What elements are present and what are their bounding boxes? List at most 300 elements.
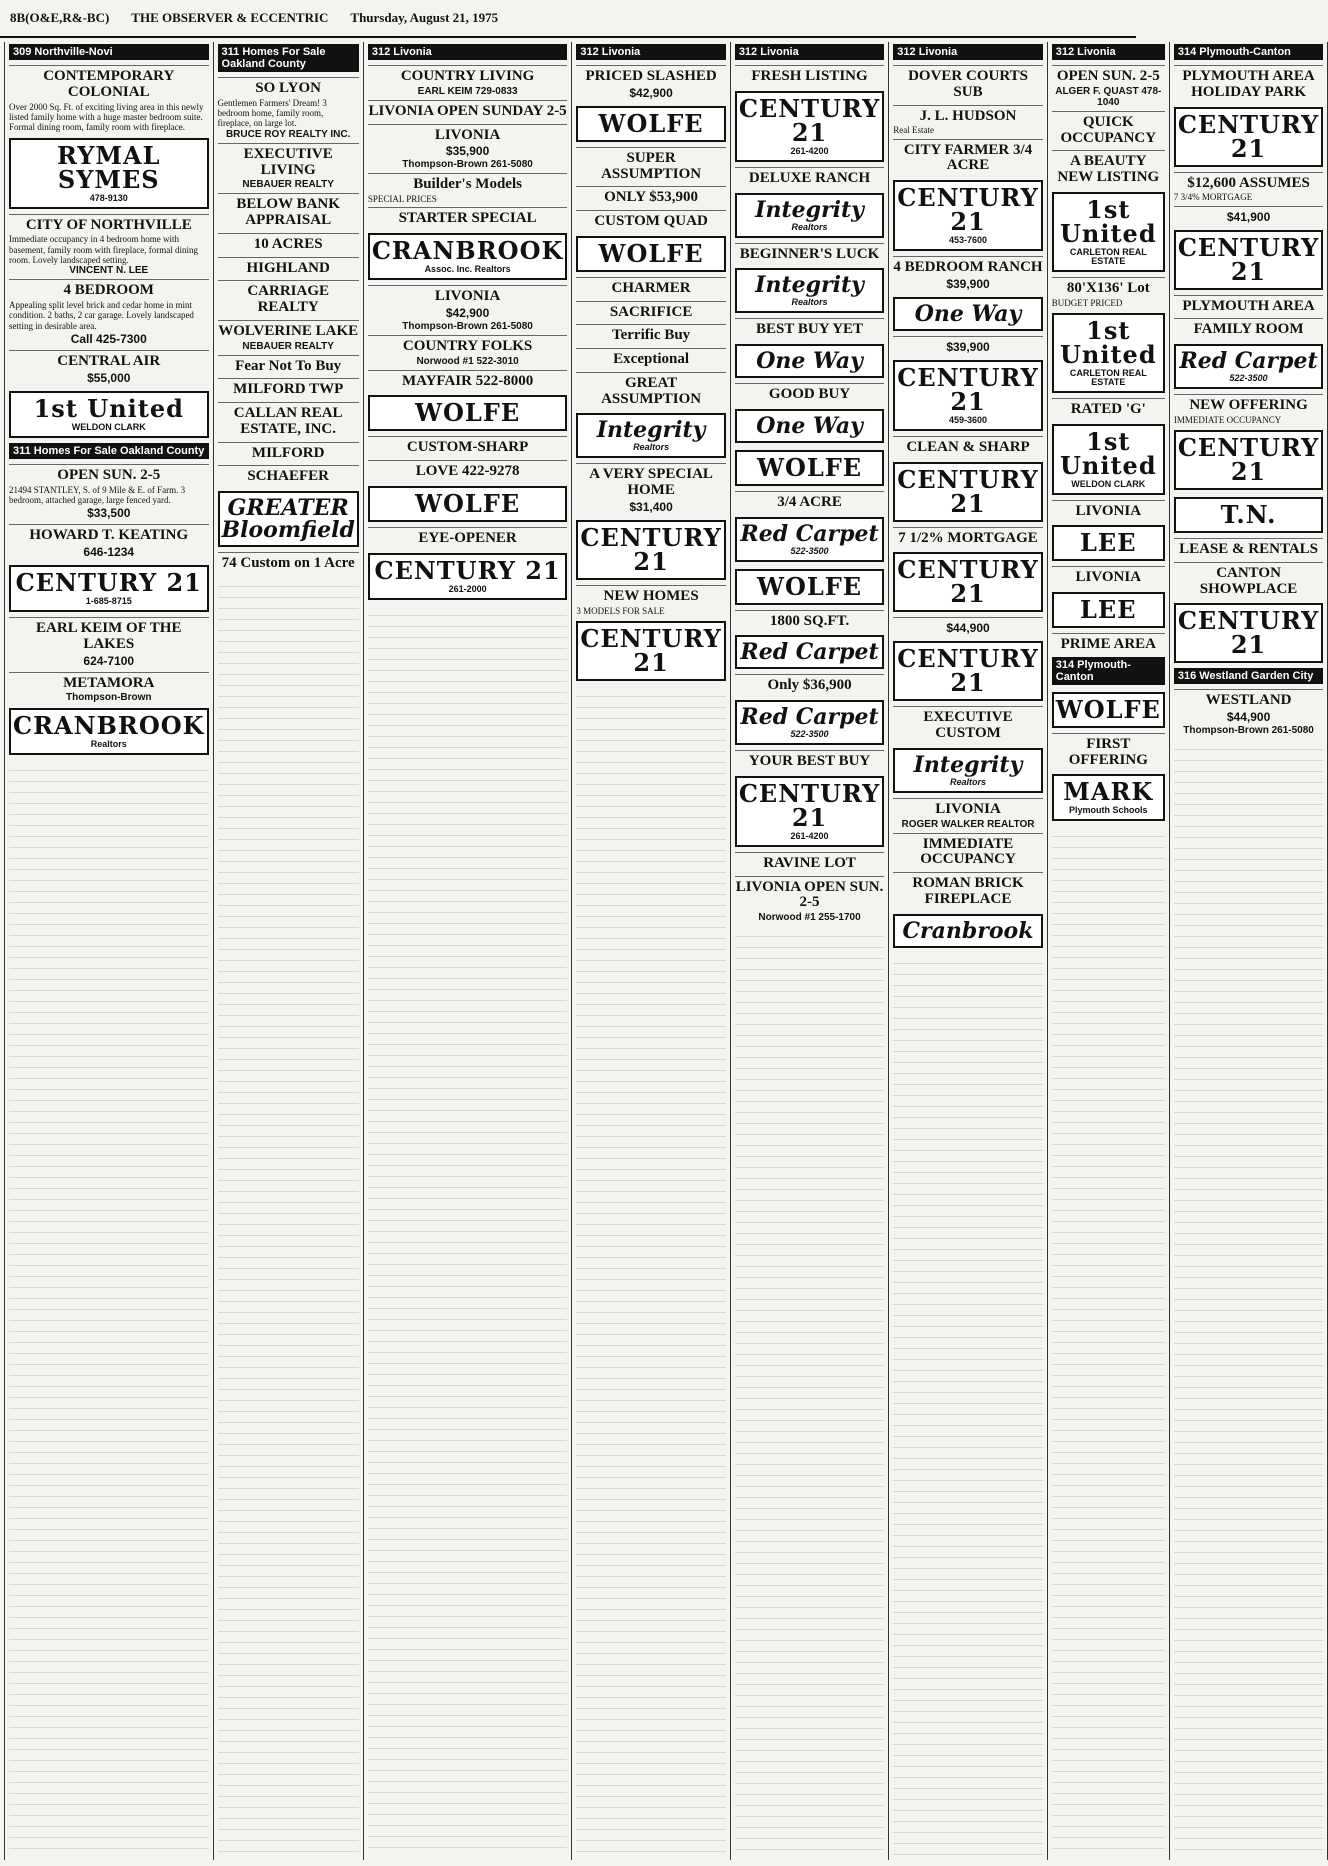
logo-text: LEE bbox=[1080, 528, 1137, 558]
realtor-logo bbox=[893, 462, 1042, 522]
logo-subtitle: Plymouth Schools bbox=[1069, 805, 1148, 816]
ad-body: Real Estate bbox=[893, 125, 935, 136]
classified-ad bbox=[218, 257, 359, 278]
ad-headline: LIVONIA OPEN SUN. 2-5 bbox=[735, 878, 884, 911]
ad-headline: FIRST OFFERING bbox=[1068, 735, 1148, 768]
ad-headline: WOLVERINE LAKE bbox=[218, 322, 359, 339]
ad-headline: FRESH LISTING bbox=[751, 68, 868, 84]
ad-body: Gentlemen Farmers' Dream! 3 bedroom home, family room, fireplace, on large lot. bbox=[217, 97, 327, 129]
classified-ad bbox=[1052, 398, 1165, 419]
classified-page bbox=[4, 42, 1320, 1860]
classified-ad bbox=[576, 65, 725, 101]
classified-ad bbox=[576, 147, 725, 184]
realtor-logo bbox=[218, 491, 359, 547]
section-header: 312 Livonia bbox=[576, 44, 725, 60]
ad-headline: CHARMER bbox=[611, 279, 691, 296]
logo-subtitle: 522-3500 bbox=[1229, 373, 1268, 384]
logo-text: WOLFE bbox=[415, 488, 521, 518]
logo-text: CENTURY 21 bbox=[1177, 109, 1320, 163]
fine-print-filler bbox=[735, 926, 884, 1858]
logo-text: CRANBROOK bbox=[13, 711, 205, 741]
ad-body: 3 MODELS FOR SALE bbox=[576, 605, 665, 616]
logo-text: CENTURY 21 bbox=[580, 522, 722, 576]
classified-ad bbox=[1052, 500, 1165, 521]
classified-ad bbox=[893, 436, 1042, 457]
ad-agent: ALGER F. QUAST 478-1040 bbox=[1055, 85, 1162, 108]
realtor-logo bbox=[893, 297, 1042, 331]
ad-headline: HOWARD T. KEATING bbox=[29, 527, 189, 544]
ad-price-phone: $33,500 bbox=[87, 506, 131, 521]
ad-agent: Thompson-Brown bbox=[65, 692, 152, 704]
ad-headline: 4 BEDROOM RANCH bbox=[893, 259, 1043, 276]
ad-headline: CARRIAGE REALTY bbox=[247, 283, 330, 316]
classified-ad bbox=[893, 105, 1042, 136]
ad-headline: 80'X136' Lot bbox=[1066, 279, 1150, 296]
classified-ad bbox=[735, 610, 884, 631]
realtor-logo bbox=[735, 700, 884, 745]
ad-headline: METAMORA bbox=[63, 674, 155, 691]
ad-agent: EARL KEIM 729-0833 bbox=[417, 85, 518, 97]
ad-agent: Norwood #1 255-1700 bbox=[758, 912, 861, 923]
ad-headline: EARL KEIM OF THE LAKES bbox=[36, 620, 182, 652]
logo-text: Integrity bbox=[596, 417, 706, 444]
logo-text: CENTURY 21 bbox=[897, 644, 1039, 698]
realtor-logo bbox=[1052, 525, 1165, 561]
logo-subtitle: Realtors bbox=[791, 221, 828, 232]
ad-headline: Exceptional bbox=[613, 351, 689, 367]
ad-headline: YOUR BEST BUY bbox=[748, 753, 871, 769]
logo-subtitle: Assoc. Inc. Realtors bbox=[424, 264, 511, 275]
ad-headline: DELUXE RANCH bbox=[748, 169, 871, 186]
logo-text: CENTURY 21 bbox=[738, 93, 881, 147]
classified-ad bbox=[893, 872, 1042, 909]
ad-headline: 1800 SQ.FT. bbox=[769, 612, 850, 629]
realtor-logo bbox=[893, 552, 1042, 612]
realtor-logo bbox=[1174, 430, 1323, 490]
realtor-logo bbox=[735, 409, 884, 443]
realtor-logo bbox=[368, 395, 568, 431]
classified-ad bbox=[368, 207, 568, 228]
ad-headline: Terrific Buy bbox=[611, 327, 691, 344]
logo-subtitle: 522-3500 bbox=[790, 545, 829, 556]
ad-agent: VINCENT N. LEE bbox=[69, 265, 149, 277]
ad-headline: ONLY $53,900 bbox=[604, 189, 699, 206]
realtor-logo bbox=[735, 517, 884, 562]
classified-ad bbox=[1174, 65, 1323, 102]
classified-ad bbox=[1052, 566, 1165, 587]
realtor-logo bbox=[735, 635, 884, 669]
ad-headline: CITY FARMER 3/4 ACRE bbox=[903, 141, 1033, 174]
classified-ad bbox=[1174, 394, 1323, 425]
ad-headline: LIVONIA bbox=[935, 800, 1001, 817]
realtor-logo bbox=[1052, 774, 1165, 821]
section-header: 309 Northville-Novi bbox=[9, 44, 209, 60]
logo-text: LEE bbox=[1080, 595, 1137, 625]
ad-headline: CENTRAL AIR bbox=[57, 353, 161, 370]
logo-subtitle: 261-2000 bbox=[448, 583, 487, 594]
section-header: 312 Livonia bbox=[735, 44, 884, 60]
classified-ad bbox=[9, 464, 209, 521]
realtor-logo bbox=[735, 193, 884, 238]
logo-subtitle: 1-685-8715 bbox=[85, 596, 132, 607]
ad-headline: 4 BEDROOM bbox=[63, 282, 154, 299]
classified-ad bbox=[368, 370, 568, 391]
classified-ad bbox=[1174, 689, 1323, 736]
ad-headline: QUICK OCCUPANCY bbox=[1060, 113, 1157, 146]
classified-ad bbox=[576, 186, 725, 207]
classified-ad bbox=[9, 350, 209, 386]
ad-headline: IMMEDIATE OCCUPANCY bbox=[920, 835, 1016, 868]
realtor-logo bbox=[1174, 497, 1323, 533]
classified-ad bbox=[1174, 295, 1323, 316]
ad-headline: LIVONIA OPEN SUNDAY 2-5 bbox=[368, 102, 567, 119]
ad-headline: NEW HOMES bbox=[603, 587, 699, 604]
realtor-logo bbox=[368, 486, 568, 522]
classified-ad bbox=[735, 674, 884, 695]
classified-ad bbox=[218, 378, 359, 399]
realtor-logo bbox=[9, 391, 209, 438]
ad-price-phone: $31,400 bbox=[629, 499, 673, 514]
realtor-logo bbox=[893, 748, 1042, 793]
fine-print-filler bbox=[9, 760, 209, 1858]
logo-text: One Way bbox=[914, 300, 1022, 327]
paper-name: THE OBSERVER & ECCENTRIC bbox=[131, 10, 329, 25]
realtor-logo bbox=[576, 413, 725, 458]
logo-subtitle: Realtors bbox=[950, 776, 987, 787]
ad-headline: STARTER SPECIAL bbox=[398, 210, 537, 227]
column-1 bbox=[5, 42, 214, 1860]
ad-headline: Builder's Models bbox=[413, 176, 522, 193]
logo-text: CENTURY 21 bbox=[897, 362, 1039, 416]
logo-text: RYMAL SYMES bbox=[57, 140, 161, 194]
classified-ad bbox=[1174, 206, 1323, 225]
logo-text: Red Carpet bbox=[740, 520, 879, 547]
ad-headline: A VERY SPECIAL HOME bbox=[589, 466, 713, 498]
ad-body: BUDGET PRICED bbox=[1051, 297, 1123, 308]
column-6 bbox=[889, 42, 1047, 1860]
realtor-logo bbox=[9, 708, 209, 755]
classified-ad bbox=[218, 233, 359, 254]
classified-ad bbox=[368, 65, 568, 97]
ad-agent: BRUCE ROY REALTY INC. bbox=[225, 128, 351, 140]
ad-headline: SO LYON bbox=[255, 80, 322, 96]
ad-headline: CUSTOM QUAD bbox=[594, 213, 708, 229]
classified-ad bbox=[9, 617, 209, 669]
ad-headline: CALLAN REAL ESTATE, INC. bbox=[233, 405, 343, 437]
realtor-logo bbox=[368, 553, 568, 600]
ad-price-phone: Call 425-7300 bbox=[70, 332, 147, 347]
classified-ad bbox=[218, 465, 359, 486]
ad-headline: 10 ACRES bbox=[253, 235, 323, 252]
ad-body: IMMEDIATE OCCUPANCY bbox=[1173, 414, 1282, 425]
ad-headline: Only $36,900 bbox=[767, 677, 852, 694]
logo-text: 1st United bbox=[33, 393, 184, 423]
ad-agent: Thompson-Brown 261-5080 bbox=[1183, 725, 1314, 737]
classified-ad bbox=[368, 124, 568, 171]
logo-text: CRANBROOK bbox=[371, 236, 564, 266]
ad-headline: LIVONIA bbox=[434, 288, 501, 305]
logo-text: CENTURY 21 bbox=[897, 555, 1039, 609]
logo-subtitle: 478-9130 bbox=[89, 192, 128, 203]
logo-text: CENTURY 21 bbox=[580, 623, 722, 677]
logo-subtitle: WELDON CLARK bbox=[1071, 478, 1146, 489]
ad-price-phone: $41,900 bbox=[1226, 209, 1271, 224]
logo-subtitle: 453-7600 bbox=[948, 235, 988, 246]
ad-headline: PRICED SLASHED bbox=[585, 68, 717, 84]
fine-print-filler bbox=[368, 605, 568, 1858]
ad-headline: MAYFAIR 522-8000 bbox=[401, 372, 534, 389]
realtor-logo bbox=[1174, 230, 1323, 290]
ad-headline: OPEN SUN. 2-5 bbox=[57, 466, 161, 483]
classified-ad bbox=[735, 243, 884, 264]
ad-body: 21494 STANTLEY, S. of 9 Mile & E. of Farm. 3 bedroom, attached garage, large fenced yard. bbox=[9, 484, 186, 505]
logo-text: Integrity bbox=[755, 196, 864, 223]
ad-headline: COUNTRY LIVING bbox=[400, 68, 535, 84]
classified-ad bbox=[576, 277, 725, 298]
fine-print-filler bbox=[893, 953, 1042, 1858]
classified-ad bbox=[893, 798, 1042, 830]
classified-ad bbox=[218, 77, 359, 140]
column-8 bbox=[1170, 42, 1328, 1860]
classified-ad bbox=[735, 318, 884, 339]
section-header: 311 Homes For Sale Oakland County bbox=[9, 443, 209, 459]
logo-text: WOLFE bbox=[415, 398, 521, 428]
classified-ad bbox=[368, 527, 568, 548]
classified-ad bbox=[1052, 633, 1165, 654]
column-3 bbox=[364, 42, 573, 1860]
realtor-logo bbox=[1052, 313, 1165, 393]
realtor-logo bbox=[735, 91, 884, 162]
ad-headline: GOOD BUY bbox=[768, 386, 851, 402]
classified-ad bbox=[576, 301, 725, 322]
logo-text: 1st United bbox=[1059, 426, 1157, 480]
logo-text: Red Carpet bbox=[1179, 348, 1318, 375]
ad-headline: MILFORD TWP bbox=[233, 381, 344, 398]
column-2 bbox=[214, 42, 364, 1860]
classified-ad bbox=[893, 527, 1042, 548]
logo-subtitle: Realtors bbox=[791, 297, 828, 308]
ad-price-phone: $39,900 bbox=[946, 276, 990, 291]
logo-text: CENTURY 21 bbox=[1177, 433, 1320, 487]
ad-headline: CUSTOM-SHARP bbox=[406, 439, 529, 456]
logo-text: Integrity bbox=[755, 272, 864, 299]
ad-price-phone: $39,900 bbox=[946, 339, 990, 354]
classified-ad bbox=[368, 100, 568, 121]
realtor-logo bbox=[735, 268, 884, 313]
classified-ad bbox=[576, 585, 725, 616]
ad-headline: CONTEMPORARY COLONIAL bbox=[43, 68, 175, 100]
ad-headline: J. L. HUDSON bbox=[919, 107, 1017, 124]
ad-headline: RATED 'G' bbox=[1070, 400, 1146, 417]
ad-headline: 3/4 ACRE bbox=[777, 493, 842, 510]
fine-print-filler bbox=[1174, 739, 1323, 1858]
classified-ad bbox=[1052, 111, 1165, 148]
section-header: 312 Livonia bbox=[368, 44, 568, 60]
classified-ad bbox=[893, 336, 1042, 355]
section-code: 8B(O&E,R&-BC) bbox=[10, 10, 110, 25]
realtor-logo bbox=[735, 569, 884, 605]
logo-subtitle: CARLETON REAL ESTATE bbox=[1069, 367, 1147, 387]
ad-headline: $12,600 ASSUMES bbox=[1187, 174, 1310, 191]
masthead bbox=[0, 0, 1136, 38]
classified-ad bbox=[735, 65, 884, 86]
ad-headline: SACRIFICE bbox=[609, 303, 693, 320]
logo-subtitle: 459-3600 bbox=[948, 414, 988, 425]
classified-ad bbox=[1174, 318, 1323, 339]
ad-headline: SCHAEFER bbox=[247, 468, 330, 485]
column-7 bbox=[1048, 42, 1170, 1860]
ad-price-phone: 646-1234 bbox=[83, 545, 135, 560]
logo-text: 1st United bbox=[1059, 194, 1157, 248]
realtor-logo bbox=[1174, 107, 1323, 167]
classified-ad bbox=[735, 491, 884, 512]
ad-headline: NEW OFFERING bbox=[1189, 397, 1308, 414]
ad-headline: PLYMOUTH AREA bbox=[1182, 297, 1315, 314]
classified-ad bbox=[368, 173, 568, 204]
logo-subtitle: WELDON CLARK bbox=[71, 421, 146, 432]
section-header: 316 Westland Garden City bbox=[1174, 668, 1323, 684]
classified-ad bbox=[9, 524, 209, 560]
classified-ad bbox=[576, 210, 725, 231]
logo-text: One Way bbox=[756, 348, 863, 374]
logo-text: WOLFE bbox=[598, 238, 704, 268]
classified-ad bbox=[735, 852, 884, 873]
classified-ad bbox=[218, 552, 359, 573]
logo-text: T.N. bbox=[1220, 500, 1277, 530]
logo-text: 1st United bbox=[1059, 315, 1157, 369]
ad-headline: HIGHLAND bbox=[246, 259, 330, 276]
classified-ad bbox=[735, 750, 884, 771]
ad-agent: NEBAUER REALTY bbox=[242, 340, 334, 352]
logo-text: CENTURY 21 bbox=[1177, 606, 1320, 660]
logo-subtitle: Realtors bbox=[90, 739, 127, 750]
ad-headline: GREAT ASSUMPTION bbox=[601, 374, 702, 407]
classified-ad bbox=[9, 279, 209, 347]
classified-ad bbox=[893, 256, 1042, 292]
ad-agent: Norwood #1 522-3010 bbox=[416, 355, 519, 367]
ad-headline: EXECUTIVE LIVING bbox=[243, 145, 333, 178]
ad-agent: Thompson-Brown 261-5080 bbox=[402, 320, 533, 332]
ad-headline: LEASE & RENTALS bbox=[1179, 541, 1319, 558]
section-header: 312 Livonia bbox=[893, 44, 1042, 60]
classified-ad bbox=[893, 706, 1042, 743]
issue-date: Thursday, August 21, 1975 bbox=[350, 10, 499, 25]
realtor-logo bbox=[735, 776, 884, 847]
classified-ad bbox=[893, 833, 1042, 870]
ad-body: Appealing split level brick and cedar home in mint condition. 2 baths, 2 car garage. Lovely landscaped setting in desirable area. bbox=[9, 300, 194, 331]
logo-text: Red Carpet bbox=[740, 639, 879, 666]
classified-ad bbox=[218, 442, 359, 463]
realtor-logo bbox=[9, 565, 209, 612]
ad-headline: LIVONIA bbox=[1075, 569, 1142, 586]
logo-text: WOLFE bbox=[598, 108, 704, 138]
realtor-logo bbox=[735, 450, 884, 486]
logo-text: Cranbrook bbox=[902, 917, 1034, 944]
ad-headline: LIVONIA bbox=[434, 126, 501, 143]
realtor-logo bbox=[576, 236, 725, 272]
logo-subtitle: CARLETON REAL ESTATE bbox=[1069, 246, 1147, 266]
classified-ad bbox=[1174, 172, 1323, 203]
classified-ad bbox=[1052, 150, 1165, 187]
ad-headline: DOVER COURTS SUB bbox=[908, 68, 1028, 100]
logo-subtitle: 261-4200 bbox=[790, 145, 829, 156]
logo-text: One Way bbox=[756, 412, 863, 439]
classified-ad bbox=[735, 876, 884, 924]
classified-ad bbox=[9, 65, 209, 133]
logo-text: WOLFE bbox=[757, 571, 863, 601]
classified-ad bbox=[576, 463, 725, 515]
realtor-logo bbox=[893, 641, 1042, 701]
logo-text: WOLFE bbox=[1055, 694, 1161, 724]
ad-body: 7 3/4% MORTGAGE bbox=[1173, 192, 1253, 203]
ad-headline: BELOW BANK APPRAISAL bbox=[236, 196, 340, 229]
realtor-logo bbox=[1174, 344, 1323, 389]
classified-ad bbox=[368, 460, 568, 481]
classified-ad bbox=[576, 348, 725, 369]
ad-body: Over 2000 Sq. Ft. of exciting living area in this newly listed family home with a huge master bedroom suite. Formal dining room, family room with fireplace. bbox=[9, 101, 204, 133]
classified-ad bbox=[576, 324, 725, 345]
logo-text: CENTURY 21 bbox=[1177, 232, 1320, 286]
section-header: 312 Livonia bbox=[1052, 44, 1165, 60]
classified-ad bbox=[576, 372, 725, 409]
logo-text: GREATER Bloomfield bbox=[221, 495, 355, 544]
realtor-logo bbox=[735, 344, 884, 378]
ad-headline: BEST BUY YET bbox=[756, 321, 864, 338]
logo-subtitle: 261-4200 bbox=[790, 830, 829, 841]
classified-ad bbox=[218, 193, 359, 230]
classified-ad bbox=[218, 355, 359, 376]
ad-headline: FAMILY ROOM bbox=[1193, 321, 1304, 338]
logo-text: WOLFE bbox=[757, 452, 863, 482]
ad-body: Immediate occupancy in 4 bedroom home with basement, family room with fireplace, formal dining room. Lovely landscaped setting. bbox=[9, 234, 198, 265]
realtor-logo bbox=[9, 138, 209, 209]
classified-ad bbox=[368, 436, 568, 457]
section-header: 314 Plymouth-Canton bbox=[1174, 44, 1323, 60]
ad-headline: A BEAUTY NEW LISTING bbox=[1057, 153, 1160, 185]
classified-ad bbox=[1174, 562, 1323, 599]
classified-ad bbox=[9, 214, 209, 277]
ad-agent: NEBAUER REALTY bbox=[242, 179, 334, 191]
ad-headline: CITY OF NORTHVILLE bbox=[25, 216, 192, 233]
realtor-logo bbox=[576, 106, 725, 142]
column-4 bbox=[572, 42, 730, 1860]
realtor-logo bbox=[893, 360, 1042, 431]
ad-headline: Fear Not To Buy bbox=[235, 357, 342, 374]
ad-price-phone: $35,900 bbox=[445, 144, 490, 159]
classified-ad bbox=[735, 167, 884, 188]
section-header: 311 Homes For Sale Oakland County bbox=[218, 44, 359, 72]
logo-text: Integrity bbox=[913, 751, 1023, 778]
section-header: 314 Plymouth-Canton bbox=[1052, 657, 1165, 685]
realtor-logo bbox=[576, 520, 725, 580]
logo-text: MARK bbox=[1063, 777, 1154, 807]
ad-headline: LIVONIA bbox=[1075, 502, 1142, 519]
logo-text: CENTURY 21 bbox=[738, 778, 881, 832]
ad-price-phone: $42,900 bbox=[629, 85, 673, 100]
classified-ad bbox=[218, 280, 359, 317]
classified-ad bbox=[368, 335, 568, 367]
ad-agent: Thompson-Brown 261-5080 bbox=[402, 159, 533, 171]
realtor-logo bbox=[1052, 424, 1165, 495]
classified-ad bbox=[218, 402, 359, 439]
ad-headline: MILFORD bbox=[251, 444, 325, 461]
classified-ad bbox=[893, 617, 1042, 636]
classified-ad bbox=[1052, 277, 1165, 308]
logo-text: CENTURY 21 bbox=[897, 464, 1039, 518]
ad-headline: EXECUTIVE CUSTOM bbox=[923, 709, 1013, 742]
ad-price-phone: $42,900 bbox=[445, 305, 490, 320]
ad-body: SPECIAL PRICES bbox=[367, 194, 437, 204]
